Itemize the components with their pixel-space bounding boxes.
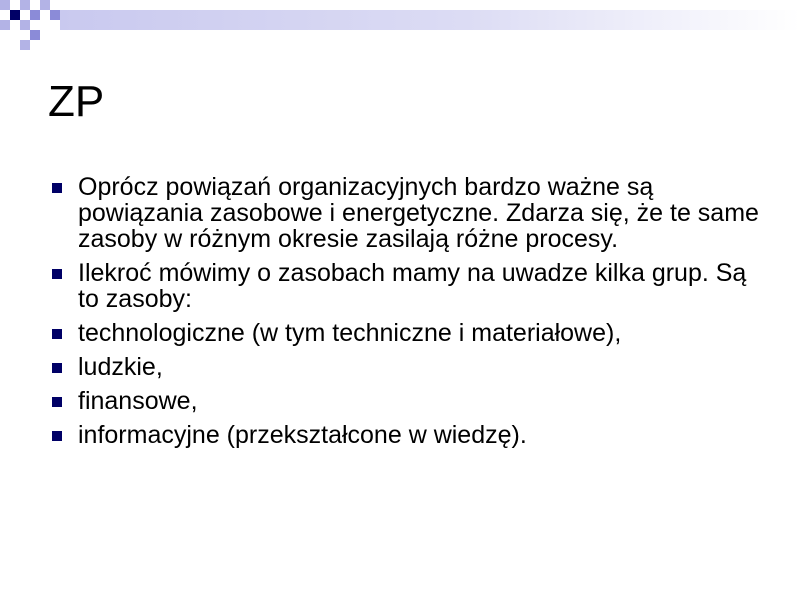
header-gradient-band [60, 10, 800, 30]
bullet-text: ludzkie, [78, 353, 163, 381]
bullet-item [44, 260, 764, 312]
deco-square-8 [20, 20, 30, 30]
deco-square-10 [20, 40, 30, 50]
bullet-text: finansowe, [78, 387, 198, 415]
bullet-item [44, 422, 764, 448]
bullet-text: Ilekroć mówimy o zasobach mamy na uwadze kilka grup. Są to zasoby: [78, 259, 747, 313]
square-bullet-icon [52, 363, 62, 373]
deco-square-3 [40, 0, 50, 10]
deco-square-5 [30, 10, 40, 20]
bullet-item [44, 354, 764, 380]
deco-square-4 [10, 10, 20, 20]
square-bullet-icon [52, 183, 62, 193]
square-bullet-icon [52, 269, 62, 279]
bullet-item [44, 320, 764, 346]
deco-square-1 [0, 0, 10, 10]
square-bullet-icon [52, 431, 62, 441]
deco-square-9 [30, 30, 40, 40]
deco-square-6 [50, 10, 60, 20]
bullet-item [44, 388, 764, 414]
bullet-item [44, 174, 764, 252]
bullet-text: Oprócz powiązań organizacyjnych bardzo ważne są powiązania zasobowe i energetyczne. Zdarza się, że te same zasoby w różnym okresie zasilają różne procesy. [78, 173, 759, 253]
square-bullet-icon [52, 397, 62, 407]
bullet-text: technologiczne (w tym techniczne i materiałowe), [78, 319, 622, 347]
deco-square-2 [20, 0, 30, 10]
bullet-list [44, 174, 764, 456]
header-decoration [0, 0, 800, 60]
slide-title: ZP [48, 77, 105, 126]
bullet-text: informacyjne (przekształcone w wiedzę). [78, 421, 527, 449]
square-bullet-icon [52, 329, 62, 339]
deco-square-7 [0, 20, 10, 30]
